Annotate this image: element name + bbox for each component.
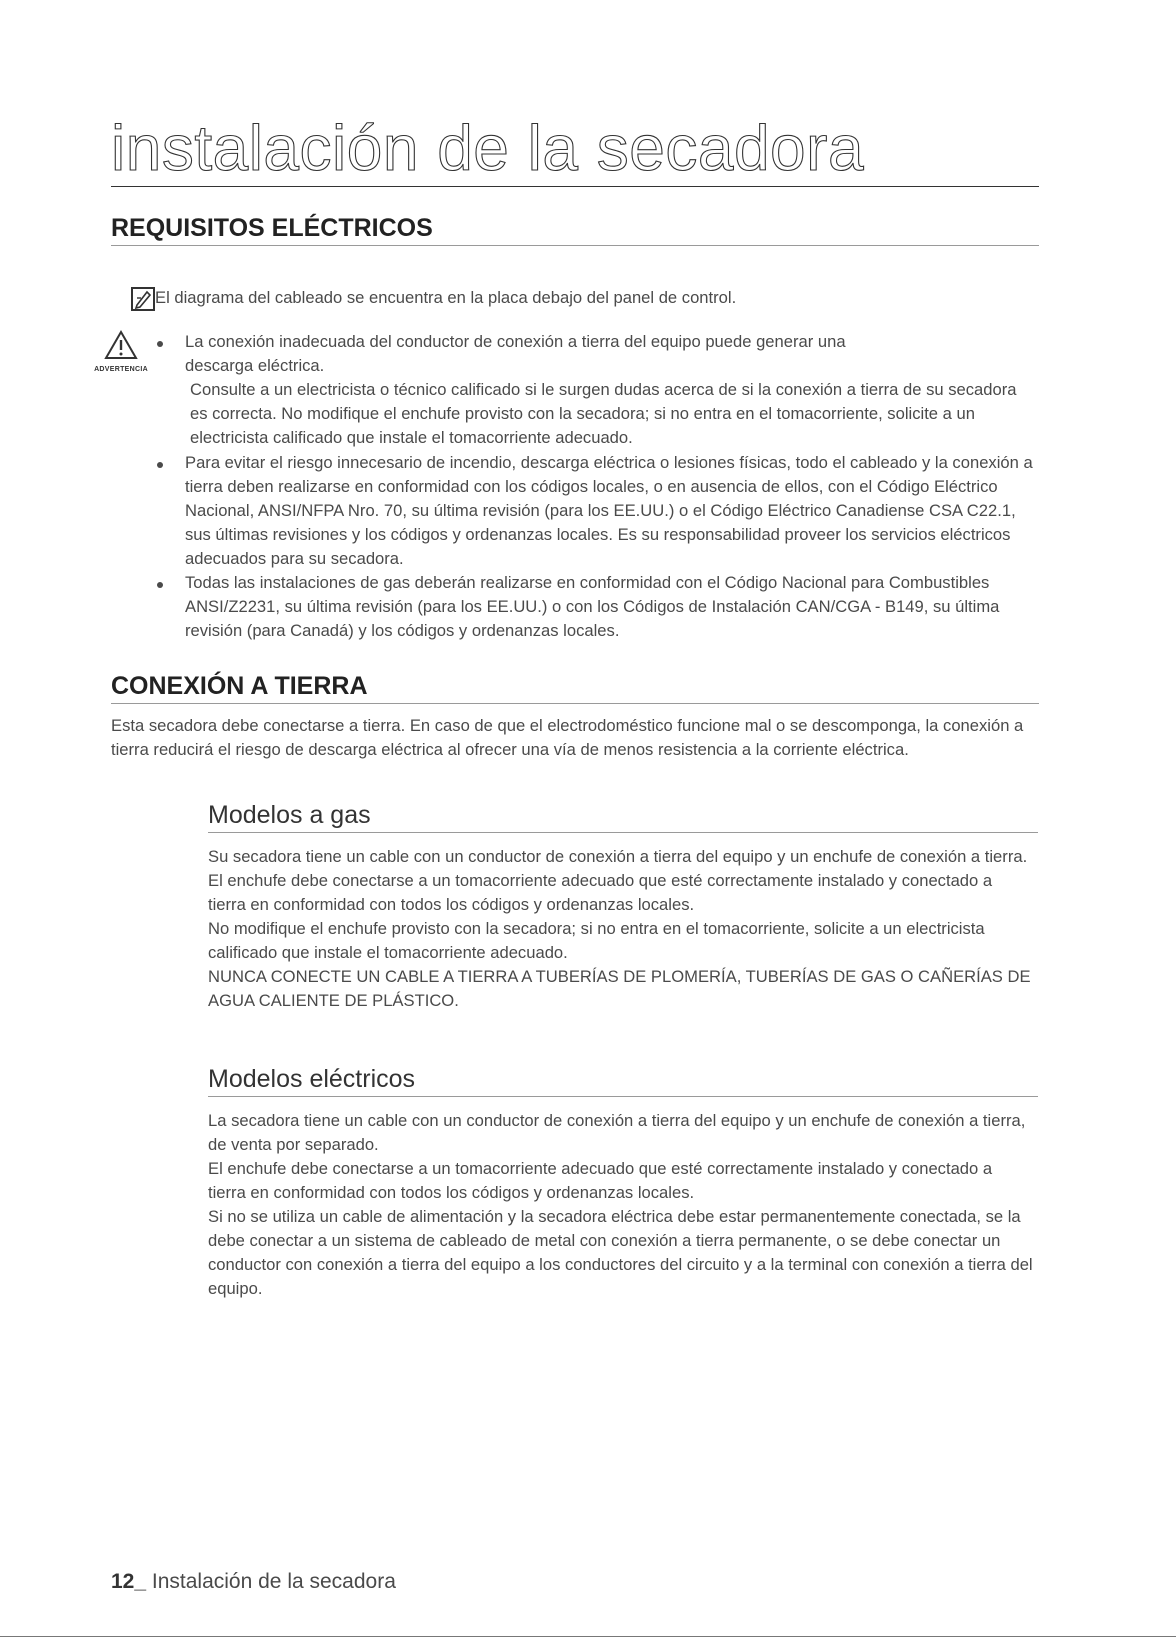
gas-paragraph-1: Su secadora tiene un cable con un conductor de conexión a tierra del equipo y un enchufe de conexión a tierra.	[208, 847, 1028, 866]
page-title: instalación de la secadora	[111, 108, 1039, 187]
warning-label: ADVERTENCIA	[94, 366, 148, 373]
bullet-2: Para evitar el riesgo innecesario de incendio, descarga eléctrica o lesiones físicas, todo el cableado y la conexión a tierra deben realizarse en conformidad con los códigos locales, o en ausencia de ellos, con el Código Eléctrico Nacional, ANSI/NFPA Nro. 70, su última revisión (para los EE.UU.) o el Código Eléctrico Canadiense CSA C22.1, sus últimas revisiones y los códigos y ordenanzas locales. Es su responsabilidad proveer los servicios eléctricos adecuados para su secadora.	[185, 453, 1033, 568]
bottom-rule	[0, 1636, 1176, 1637]
bullet-marker	[157, 341, 163, 347]
wiring-note: El diagrama del cableado se encuentra en la placa debajo del panel de control.	[155, 288, 737, 307]
gas-paragraph-2: El enchufe debe conectarse a un tomacorriente adecuado que esté correctamente instalado y conectado a tierra en conformidad con todos los códigos y ordenanzas locales.	[208, 871, 993, 914]
bullet-3: Todas las instalaciones de gas deberán realizarse en conformidad con el Código Nacional para Combustibles ANSI/Z2231, su última revisión (para los EE.UU.) o con los Códigos de Instalación CAN/CGA - B149, su última revisión (para Canadá) y los códigos y ordenanzas locales.	[185, 573, 1000, 640]
bullet-marker	[157, 582, 163, 588]
subheading-electricos: Modelos eléctricos	[208, 1064, 1038, 1097]
bullet-marker	[157, 462, 163, 468]
electricos-paragraph-3: Si no se utiliza un cable de alimentación y la secadora eléctrica debe estar permanentemente conectada, se la debe conectar a un sistema de cableado de metal con conexión a tierra permanente, o se debe conectar un conductor con conexión a tierra del equipo a los conductores del circuito y a la terminal con conexión a tierra del equipo.	[208, 1207, 1033, 1298]
bullet-1-line-1: La conexión inadecuada del conductor de conexión a tierra del equipo puede generar una	[185, 332, 846, 351]
section-heading-requisitos: REQUISITOS ELÉCTRICOS	[111, 213, 1039, 246]
gas-paragraph-4: NUNCA CONECTE UN CABLE A TIERRA A TUBERÍAS DE PLOMERÍA, TUBERÍAS DE GAS O CAÑERÍAS DE AGUA CALIENTE DE PLÁSTICO.	[208, 967, 1031, 1010]
electricos-text	[208, 1109, 1033, 1301]
note-icon	[131, 287, 155, 311]
warning-block	[86, 330, 156, 373]
bullet-1-detail: Consulte a un electricista o técnico calificado si le surgen dudas acerca de si la conexión a tierra de su secadora es correcta. No modifique el enchufe provisto con la secadora; si no entra en el tomacorriente, solicite a un electricista calificado que instale el tomacorriente adecuado.	[190, 380, 1017, 447]
conexion-intro: Esta secadora debe conectarse a tierra. En caso de que el electrodoméstico funcione mal o se descomponga, la conexión a tierra reducirá el riesgo de descarga eléctrica al ofrecer una vía de menos resistencia a la corriente eléctrica.	[111, 716, 1024, 759]
electricos-paragraph-2: El enchufe debe conectarse a un tomacorriente adecuado que esté correctamente instalado y conectado a tierra en conformidad con todos los códigos y ordenanzas locales.	[208, 1159, 993, 1202]
warning-triangle-icon	[104, 330, 138, 360]
page-number: 12_	[111, 1570, 147, 1593]
page-footer	[111, 1570, 396, 1594]
subheading-gas: Modelos a gas	[208, 800, 1038, 833]
electricos-paragraph-1: La secadora tiene un cable con un conductor de conexión a tierra del equipo y un enchufe de conexión a tierra, de venta por separado.	[208, 1111, 1026, 1154]
footer-section-title: Instalación de la secadora	[151, 1570, 396, 1593]
gas-text	[208, 845, 1033, 1013]
gas-paragraph-3: No modifique el enchufe provisto con la secadora; si no entra en el tomacorriente, solicite a un electricista calificado que instale el tomacorriente adecuado.	[208, 919, 985, 962]
bullet-1-line-2: descarga eléctrica.	[185, 356, 325, 375]
section-heading-conexion: CONEXIÓN A TIERRA	[111, 671, 1039, 704]
